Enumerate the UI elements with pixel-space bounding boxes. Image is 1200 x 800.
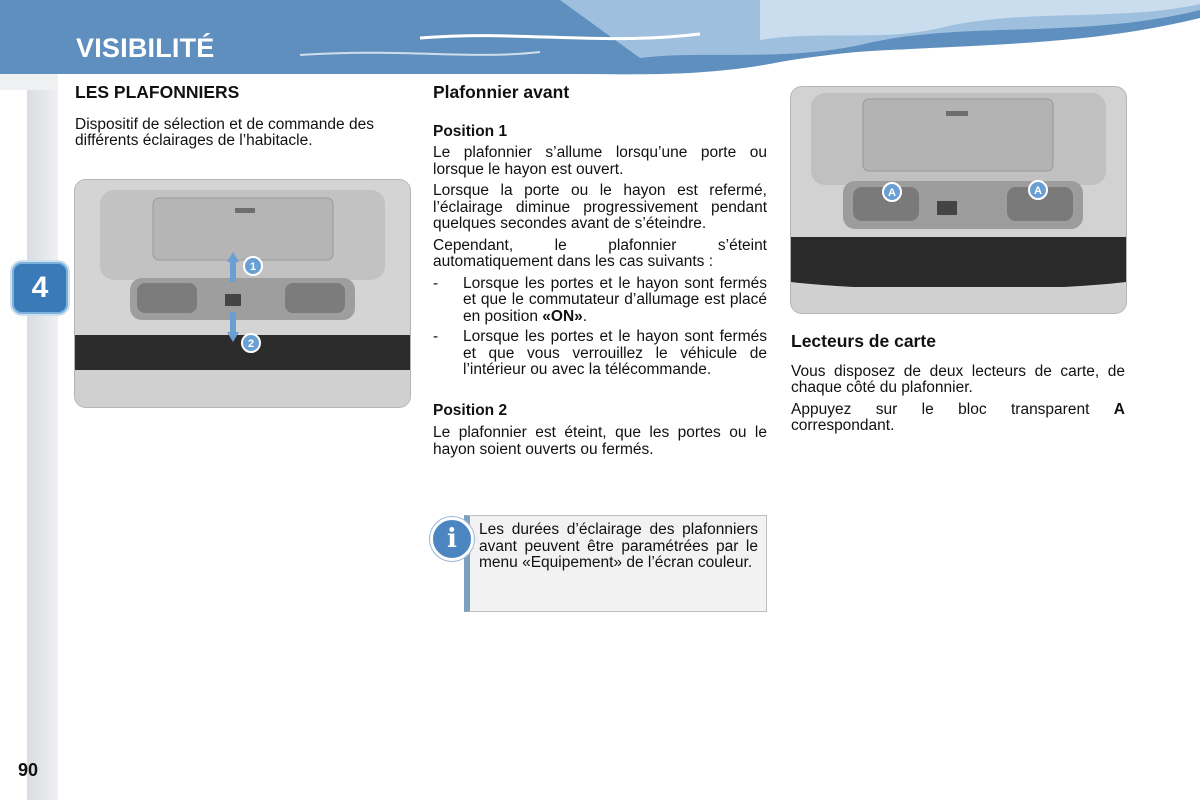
section-heading-lecteurs: Lecteurs de carte	[791, 331, 936, 351]
list-dash: -	[433, 328, 439, 345]
page-title: VISIBILITÉ	[76, 33, 215, 63]
position-1-paragraph-1: Le plafonnier s’allume lorsqu’une porte ou lorsque le hayon est ouvert.	[433, 144, 767, 178]
list-dash: -	[433, 274, 439, 292]
section-heading-plafonnier-avant: Plafonnier avant	[433, 82, 570, 102]
list-item-text: Lorsque les portes et le hayon sont fermés et que vous verrouillez le véhicule de l’intérieur ou avec la télécommande.	[463, 328, 767, 378]
ceiling-light-photo	[74, 179, 411, 408]
left-column	[75, 84, 410, 155]
sidebar-cap	[0, 74, 58, 90]
position-1-paragraph-3: Cependant, le plafonnier s’éteint automatiquement dans les cas suivants :	[433, 236, 767, 270]
map-reader-marker-left: A	[888, 187, 896, 199]
position-marker-2: 2	[247, 338, 255, 350]
position-1-paragraph-2: Lorsque la porte ou le hayon est refermé, l’éclairage diminue progressivement pendant quelques secondes avant de s’éteindre.	[433, 182, 767, 232]
intro-paragraph: Dispositif de sélection et de commande des différents éclairages de l’habitacle.	[75, 115, 374, 149]
map-reader-paragraph-2-end: correspondant.	[791, 417, 895, 434]
map-reader-marker-right: A	[1034, 185, 1042, 197]
right-column	[791, 333, 1125, 440]
list-item	[433, 276, 767, 326]
list-item	[433, 329, 767, 379]
ceiling-light-illustration	[75, 180, 410, 407]
chapter-sidebar	[27, 90, 58, 800]
map-reader-paragraph-2-bold: A	[1113, 400, 1125, 418]
info-text: Les durées d’éclairage des plafonniers avant peuvent être paramétrées par le menu «Equipement» de l’écran couleur.	[479, 521, 758, 571]
map-reader-illustration	[791, 87, 1126, 313]
map-reader-paragraph-1: Vous disposez de deux lecteurs de carte, de chaque côté du plafonnier.	[791, 362, 1125, 396]
page-number: 90	[18, 760, 39, 780]
list-item-end: .	[582, 307, 588, 325]
auto-off-list	[433, 276, 767, 379]
position-marker-1: 1	[249, 261, 257, 273]
map-reader-paragraph-2	[791, 402, 1125, 435]
list-item-text: Lorsque les portes et le hayon sont fermés et que le commutateur d’allumage est placé en position	[463, 274, 767, 325]
position-2-title: Position 2	[433, 401, 508, 419]
info-icon: i	[430, 517, 474, 561]
map-reader-paragraph-2-start: Appuyez sur le bloc transparent	[791, 400, 1114, 418]
section-heading-plafonniers: LES PLAFONNIERS	[75, 82, 240, 102]
middle-column	[433, 84, 767, 463]
chapter-badge: 4	[12, 262, 68, 314]
page-header	[0, 0, 1200, 90]
map-reader-photo	[790, 86, 1127, 314]
position-1-title: Position 1	[433, 122, 508, 140]
list-item-bold: «ON»	[542, 307, 583, 325]
position-2-paragraph: Le plafonnier est éteint, que les portes ou le hayon soient ouverts ou fermés.	[433, 424, 767, 458]
